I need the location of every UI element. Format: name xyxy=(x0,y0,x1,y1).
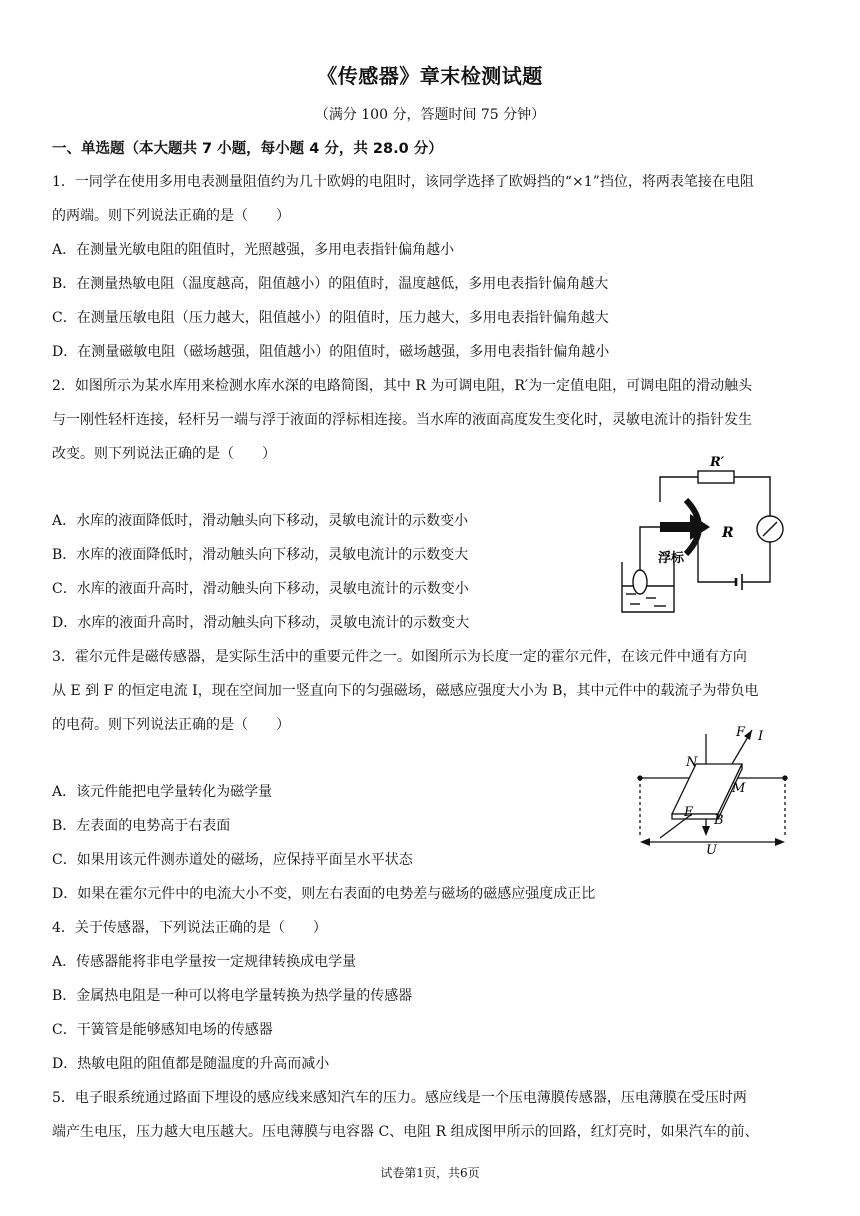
q3-option-b: B．左表面的电势高于右表面 xyxy=(52,818,231,834)
q3-fig-label-e: E xyxy=(684,805,694,820)
q3-fig-label-b: B xyxy=(714,813,724,828)
q4-option-a: A．传感器能将非电学量按一定规律转换成电学量 xyxy=(52,954,357,970)
q2-fig-label-r: R xyxy=(722,525,734,541)
q3-fig-label-n: N xyxy=(686,755,698,770)
q3-fig-label-f: F xyxy=(736,725,746,740)
q4-stem: 4．关于传感器，下列说法正确的是（ ） xyxy=(52,920,327,936)
q2-fig-label-float: 浮标 xyxy=(658,551,685,566)
exam-title: 《传感器》章末检测试题 xyxy=(317,64,543,88)
q2-fig-label-rprime: R′ xyxy=(710,455,725,470)
q1-stem-line2: 的两端。则下列说法正确的是（ ） xyxy=(52,208,290,224)
q1-option-a: A．在测量光敏电阻的阻值时，光照越强，多用电表指针偏角越小 xyxy=(52,242,455,258)
q1-option-c: C．在测量压敏电阻（压力越大，阻值越小）的阻值时，压力越大，多用电表指针偏角越大 xyxy=(52,310,609,326)
q2-option-d: D．水库的液面升高时，滑动触头向下移动，灵敏电流计的示数变大 xyxy=(52,615,470,631)
q3-stem-line2: 从 E 到 F 的恒定电流 I，现在空间加一竖直向下的匀强磁场，磁感应强度大小为 B，其中元件中的载流子为带负电 xyxy=(52,683,759,699)
q4-option-c: C．干簧管是能够感知电场的传感器 xyxy=(52,1022,273,1038)
q3-option-c: C．如果用该元件测赤道处的磁场，应保持平面呈水平状态 xyxy=(52,852,413,868)
q2-stem-line2: 与一刚性轻杆连接，轻杆另一端与浮于液面的浮标相连接。当水库的液面高度发生变化时，灵敏电流计的指针发生 xyxy=(52,412,752,428)
section-heading: 一、单选题（本大题共 7 小题，每小题 4 分，共 28.0 分） xyxy=(52,141,443,157)
q3-option-d: D．如果在霍尔元件中的电流大小不变，则左右表面的电势差与磁场的磁感应强度成正比 xyxy=(52,886,596,902)
q3-hall-element-figure xyxy=(630,720,800,858)
q2-option-b: B．水库的液面降低时，滑动触头向下移动，灵敏电流计的示数变大 xyxy=(52,547,469,563)
exam-subtitle: （满分 100 分，答题时间 75 分钟） xyxy=(314,107,546,123)
q2-circuit-figure xyxy=(610,452,800,620)
q5-stem-line2: 端产生电压，压力越大电压越大。压电薄膜与电容器 C、电阻 R 组成图甲所示的回路，红灯亮时，如果汽车的前、 xyxy=(52,1124,759,1140)
q2-option-a: A．水库的液面降低时，滑动触头向下移动，灵敏电流计的示数变小 xyxy=(52,513,469,529)
page-footer: 试卷第1页，共6页 xyxy=(380,1166,480,1180)
q3-stem-line3: 的电荷。则下列说法正确的是（ ） xyxy=(52,717,290,733)
q3-option-a: A．该元件能把电学量转化为磁学量 xyxy=(52,784,273,800)
q1-option-d: D．在测量磁敏电阻（磁场越强，阻值越小）的阻值时，磁场越强，多用电表指针偏角越小 xyxy=(52,344,610,360)
q1-option-b: B．在测量热敏电阻（温度越高，阻值越小）的阻值时，温度越低，多用电表指针偏角越大 xyxy=(52,276,609,292)
q3-stem-line1: 3．霍尔元件是磁传感器，是实际生活中的重要元件之一。如图所示为长度一定的霍尔元件，在该元件中通有方向 xyxy=(52,649,747,665)
q3-fig-label-u: U xyxy=(706,843,717,858)
q4-option-d: D．热敏电阻的阻值都是随温度的升高而减小 xyxy=(52,1056,330,1072)
q1-stem-line1: 1．一同学在使用多用电表测量阻值约为几十欧姆的电阻时，该同学选择了欧姆挡的“×1”挡位，将两表笔接在电阻 xyxy=(52,174,754,190)
q2-stem-line1: 2．如图所示为某水库用来检测水库水深的电路简图，其中 R 为可调电阻，R′为一定值电阻，可调电阻的滑动触头 xyxy=(52,378,753,394)
q3-fig-label-i: I xyxy=(758,729,764,744)
q2-option-c: C．水库的液面升高时，滑动触头向下移动，灵敏电流计的示数变小 xyxy=(52,581,469,597)
q5-stem-line1: 5．电子眼系统通过路面下埋设的感应线来感知汽车的压力。感应线是一个压电薄膜传感器，压电薄膜在受压时两 xyxy=(52,1090,747,1106)
q2-stem-line3: 改变。则下列说法正确的是（ ） xyxy=(52,446,276,462)
q3-fig-label-m: M xyxy=(732,781,746,796)
q4-option-b: B．金属热电阻是一种可以将电学量转换为热学量的传感器 xyxy=(52,988,413,1004)
